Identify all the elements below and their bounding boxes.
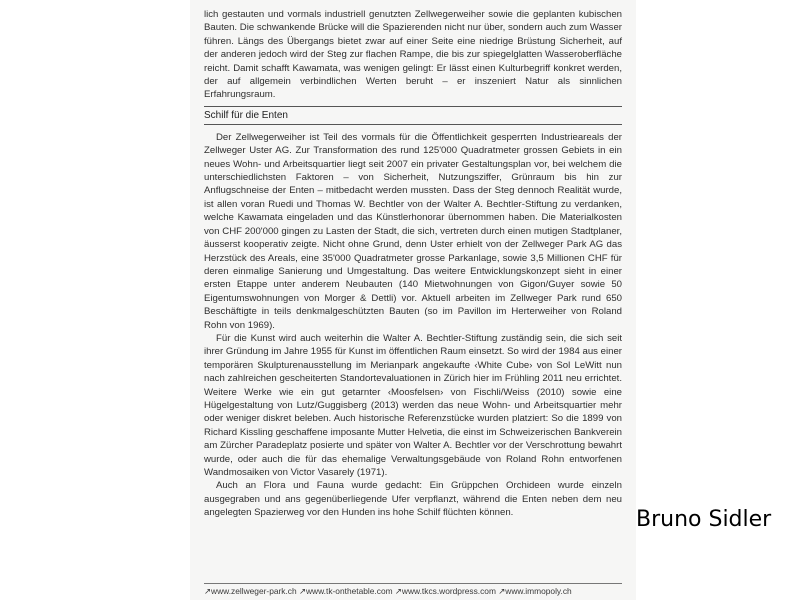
author-caption: Bruno Sidler xyxy=(636,507,772,532)
intro-paragraph: lich gestauten und vormals industriell genutzten Zellwegerweiher sowie die geplanten kubischen Bauten. Die schwankende Brücke will die Spazierenden nicht nur über, sondern auch zum Wasser führen. Längs des Übergangs bietet zwar auf einer Seite eine niedrige Brüstung Sicherheit, auf der anderen jedoch wird der Steg zur flachen Rampe, die bis zur spiegelglatten Wasseroberfläche reicht. Damit schafft Kawamata, was wenigen gelingt: Er lässt einen Kulturbegriff konkret werden, der auf allgemein verbindlichen Werten beruht – er inszeniert Natur als sinnlichen Erfahrungsraum. xyxy=(204,9,622,101)
article-column xyxy=(204,8,622,520)
section-heading: Schilf für die Enten xyxy=(204,106,622,125)
article-paragraph: Für die Kunst wird auch weiterhin die Walter A. Bechtler-Stiftung zuständig sein, die sich seit ihrer Gründung im Jahre 1955 für Kunst im öffentlichen Raum einsetzt. So wird der 1984 aus einer temporären Skulpturenausstellung im Merianpark angekaufte ‹White Cube› von Sol LeWitt nun nach zahlreichen gescheiterten Standortevaluationen in Zürich hier im Frühling 2011 neu errichtet. Weitere Werke wie ein gut getarnter ‹Moosfelsen› von Fischli/Weiss (2010) sowie eine Hügelgestaltung von Lutz/Guggisberg (2013) werden das neue Wohn- und Arbeitsquartier mehr oder weniger diskret beleben. Auch historische Referenzstücke wurden platziert: So die 1899 von Richard Kissling geschaffene imposante Mutter Helvetia, die einst im Schweizerischen Bankverein am Zürcher Paradeplatz posierte und später von Walter A. Bechtler vor der Verschrottung bewahrt wurde, oder auch die für das ehemalige Verwaltungsgebäude von Roland Rohn entworfenen Wandmosaiken von Victor Vasarely (1971). xyxy=(204,332,622,478)
footer-links: ↗www.zellweger-park.ch ↗www.tk-onthetable.com ↗www.tkcs.wordpress.com ↗www.immopoly.ch xyxy=(204,586,572,596)
article-paragraph: Auch an Flora und Fauna wurde gedacht: Ein Grüppchen Orchideen wurde einzeln ausgegraben und ans gegenüberliegende Ufer verpflanzt, während die Enten neben dem neu angelegten Spazierweg vor den Hunden ins hohe Schilf flüchten können. xyxy=(204,480,622,519)
article-paragraph: Der Zellwegerweiher ist Teil des vormals für die Öffentlichkeit gesperrten Industrieareals der Zellweger Uster AG. Zur Transformation des rund 125'000 Quadratmeter grossen Gebiets in ein neues Wohn- und Arbeitsquartier liegt seit 2007 ein privater Gestaltungsplan vor, bei welchem die unterschiedlichsten Faktoren – von Sicherheit, Nutzungsziffer, Grünraum bis hin zur Anflugschneise der Enten – mitbedacht werden mussten. Dass der Steg dennoch Realität wurde, ist allen voran Ruedi und Thomas W. Bechtler von der Walter A. Bechtler-Stiftung zu verdanken, welche Kawamata eingeladen und das Künstlerhonorar übernommen haben. Die Materialkosten von CHF 200'000 gingen zu Lasten der Stadt, die sich, vertreten durch einen mutigen Stadtplaner, äusserst kooperativ zeigte. Nicht ohne Grund, denn Uster erhielt von der Zellweger Park AG das Herzstück des Areals, eine 35'000 Quadratmeter grosse Parkanlage, sowie 3,5 Millionen CHF für deren einmalige Sanierung und Umgestaltung. Das weitere Entwicklungskonzept sieht in einer ersten Etappe unter anderem Neubauten (140 Mietwohnungen von Gigon/Guyer sowie 50 Eigentumswohnungen von Morger & Dettli) vor. Aktuell arbeiten im Zellweger Park rund 650 Beschäftigte in teils denkmalgeschützten Bauten (so im Pavillon im Herterweiher von Roland Rohn von 1969). xyxy=(204,131,622,331)
footer-divider xyxy=(204,583,622,584)
